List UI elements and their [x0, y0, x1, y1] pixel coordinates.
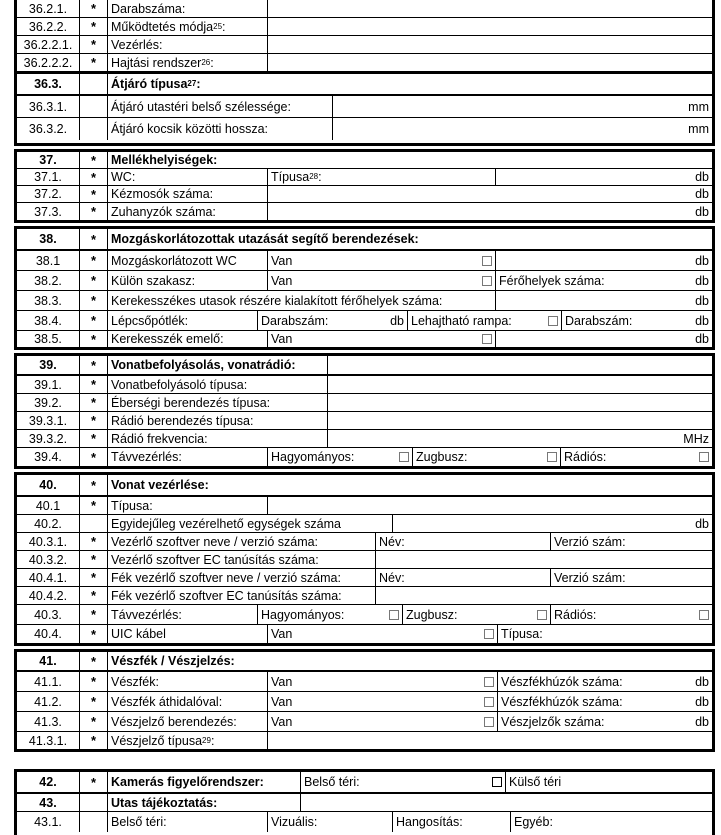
ramp-label: Lehajtható rampa:: [411, 313, 512, 328]
row-40-4-2: [17, 587, 712, 605]
field-label: Rádió frekvencia:: [107, 430, 327, 447]
row-number: 38.: [39, 232, 57, 246]
row-38-3: [17, 291, 712, 311]
van-label: Van: [271, 714, 293, 729]
row-number: 36.3.1.: [28, 99, 68, 114]
checkbox-icon[interactable]: [492, 777, 502, 787]
row-39-4: [17, 448, 712, 466]
row-42: [17, 772, 712, 794]
unit-label: db: [695, 332, 709, 346]
row-40-3-2: [17, 551, 712, 569]
mandatory-mark: *: [79, 712, 107, 731]
row-38-head: [17, 229, 712, 251]
alarm-count-field[interactable]: [497, 712, 712, 731]
checkbox-icon[interactable]: [699, 452, 709, 462]
unit-label: db: [695, 516, 709, 531]
van-label: Van: [271, 674, 293, 689]
mandatory-mark: *: [79, 652, 107, 670]
field-label: Rádió berendezés típusa:: [107, 412, 327, 429]
section-37: [14, 149, 715, 223]
type-label: Típusa:: [501, 627, 543, 641]
label-colon: :: [196, 77, 201, 91]
mandatory-mark: *: [79, 0, 107, 17]
row-38-1: [17, 251, 712, 271]
mandatory-mark: *: [79, 625, 107, 643]
mandatory-mark: *: [79, 732, 107, 749]
value-field[interactable]: [267, 0, 712, 17]
field-label: Külön szakasz:: [107, 271, 267, 290]
row-39-3-1: [17, 412, 712, 430]
mandatory-mark: *: [79, 36, 107, 53]
brake-software-version-field[interactable]: [550, 569, 712, 586]
zugbus-option[interactable]: [412, 448, 560, 466]
count-label: Darabszám:: [565, 313, 633, 328]
count-label: Vészfékhúzók száma:: [501, 674, 623, 689]
row-number: 39.3.1.: [28, 413, 68, 428]
field-label: Vezérlő szoftver neve / verzió száma:: [107, 533, 375, 550]
width-mm-field[interactable]: [332, 96, 712, 117]
row-number: 40.3.2.: [28, 552, 68, 567]
mandatory-mark: *: [79, 569, 107, 586]
field-label: Zuhanyzók száma:: [107, 203, 267, 220]
field-label: Lépcsőpótlék:: [107, 311, 257, 330]
checkbox-icon[interactable]: [547, 452, 557, 462]
checkbox-icon[interactable]: [399, 452, 409, 462]
other-field[interactable]: [510, 812, 712, 832]
value-field[interactable]: [327, 412, 712, 429]
inside-option[interactable]: [300, 772, 505, 792]
row-41-head: [17, 652, 712, 672]
section-title: Vonatbefolyásolás, vonatrádió:: [107, 356, 327, 374]
row-number: 40.4.: [34, 627, 62, 641]
other-label: Egyéb:: [514, 815, 553, 829]
label-text: Hajtási rendszer: [111, 55, 202, 70]
version-label: Verzió szám:: [554, 570, 626, 585]
value-field[interactable]: [495, 291, 712, 310]
mandatory-mark: *: [79, 18, 107, 35]
checkbox-icon[interactable]: [548, 316, 558, 326]
row-41-2: [17, 692, 712, 712]
radio-option[interactable]: [560, 448, 712, 466]
field-label: Vezérlő szoftver EC tanúsítás száma:: [107, 551, 375, 568]
row-number: 38.5.: [34, 332, 62, 346]
row-number: 39.2.: [34, 395, 62, 410]
row-number: 40.2.: [34, 516, 62, 531]
value-field[interactable]: [375, 551, 712, 568]
mandatory-mark: *: [79, 376, 107, 393]
field-label: Kamerás figyelőrendszer:: [107, 772, 300, 792]
cable-type-field[interactable]: [497, 625, 712, 643]
software-version-field[interactable]: [550, 533, 712, 550]
van-option[interactable]: [267, 712, 497, 731]
brake-software-name-field[interactable]: [375, 569, 550, 586]
outside-option[interactable]: [505, 772, 712, 792]
version-label: Verzió szám:: [554, 534, 626, 549]
mandatory-mark: *: [79, 271, 107, 290]
unit-label: db: [695, 273, 709, 288]
section-36: [14, 0, 715, 146]
length-mm-field[interactable]: [332, 118, 712, 140]
unit-label: mm: [688, 99, 709, 114]
audio-label: Hangosítás:: [396, 815, 463, 829]
row-40-4-1: [17, 569, 712, 587]
label-colon: :: [318, 170, 322, 184]
field-label: Egyidejűleg vezérelhető egységek száma: [107, 515, 392, 532]
checkbox-icon[interactable]: [482, 276, 492, 286]
row-39-3-2: [17, 430, 712, 448]
mandatory-mark: *: [79, 186, 107, 202]
count-field[interactable]: [495, 251, 712, 270]
row-number: 42.: [39, 775, 57, 789]
row-number: 41.3.1.: [28, 733, 68, 748]
value-field[interactable]: [267, 18, 712, 35]
mandatory-mark: *: [79, 203, 107, 220]
count-label: Vészfékhúzók száma:: [501, 694, 623, 709]
checkbox-icon[interactable]: [537, 610, 547, 620]
value-field[interactable]: [375, 587, 712, 604]
van-label: Van: [271, 253, 293, 268]
field-label: WC:: [107, 169, 267, 185]
row-38-2: [17, 271, 712, 291]
empty-cell: [300, 794, 712, 811]
mandatory-mark: *: [79, 311, 107, 330]
label-colon: :: [210, 733, 215, 748]
mandatory-mark: *: [79, 772, 107, 792]
unit-label: db: [695, 674, 709, 689]
row-40-head: [17, 475, 712, 497]
row-40-1: [17, 497, 712, 515]
unit-label: db: [695, 293, 709, 308]
row-number: 37.1.: [34, 170, 62, 184]
section-title: Vonat vezérlése:: [107, 475, 712, 495]
option-label: Hagyományos:: [271, 450, 355, 464]
row-number: 39.: [39, 358, 57, 372]
field-label: Távvezérlés:: [107, 605, 257, 624]
section-38: [14, 226, 715, 350]
value-field[interactable]: [267, 186, 712, 202]
row-36-3-2: [17, 118, 712, 140]
row-37-1: [17, 169, 712, 186]
section-title: Vészfék / Vészjelzés:: [107, 652, 712, 670]
van-option[interactable]: [267, 331, 495, 347]
count-label: Darabszám:: [261, 313, 329, 328]
checkbox-icon[interactable]: [484, 629, 494, 639]
row-number: 43.1.: [34, 815, 62, 829]
mandatory-mark: *: [79, 475, 107, 495]
unit-label: db: [695, 253, 709, 268]
row-number: 39.1.: [34, 377, 62, 392]
row-36-3: [17, 72, 712, 96]
row-number: 38.1: [35, 253, 61, 268]
software-name-field[interactable]: [375, 533, 550, 550]
radio-option[interactable]: [550, 605, 712, 624]
name-label: Név:: [379, 570, 405, 585]
field-label: Vészfék áthidalóval:: [107, 692, 267, 711]
option-label: Zugbusz:: [416, 450, 468, 464]
unit-label: db: [695, 714, 709, 729]
option-label: Belső téri:: [304, 775, 360, 789]
row-40-4: [17, 625, 712, 643]
row-number: 37.: [39, 153, 57, 167]
unit-label: db: [695, 170, 709, 184]
count-field[interactable]: [495, 331, 712, 347]
checkbox-icon[interactable]: [482, 256, 492, 266]
field-label: Kézmosók száma:: [107, 186, 267, 202]
section-41: [14, 649, 715, 752]
row-number: 37.3.: [34, 204, 62, 219]
field-label: Kerekesszékes utasok részére kialakított férőhelyek száma:: [107, 291, 495, 310]
row-37-2: [17, 186, 712, 203]
checkbox-icon[interactable]: [389, 610, 399, 620]
van-label: Van: [271, 694, 293, 709]
row-43: [17, 794, 712, 812]
field-label: Hajtási rendszer 26 :: [107, 54, 267, 71]
field-label: Darabszáma:: [107, 0, 267, 17]
field-label: Vezérlés:: [107, 36, 267, 53]
section-title: Mozgáskorlátozottak utazását segítő berendezések:: [107, 229, 712, 249]
row-36-2-2-1: [17, 36, 712, 54]
option-label: Hagyományos:: [261, 607, 345, 622]
mandatory-mark: *: [79, 152, 107, 168]
unit-label: mm: [688, 122, 709, 136]
row-39-2: [17, 394, 712, 412]
mandatory-mark: [79, 96, 107, 117]
visual-field[interactable]: [267, 812, 392, 832]
van-option[interactable]: [267, 625, 497, 643]
field-label: Fék vezérlő szoftver EC tanúsítás száma:: [107, 587, 375, 604]
unit-label: db: [695, 204, 709, 219]
row-39-1: [17, 376, 712, 394]
mandatory-mark: [79, 515, 107, 532]
row-41-1: [17, 672, 712, 692]
field-label: Vészfék:: [107, 672, 267, 691]
row-38-4: [17, 311, 712, 331]
row-number: 40.4.1.: [28, 570, 68, 585]
row-number: 38.2.: [34, 273, 62, 288]
row-number: 40.3.1.: [28, 534, 68, 549]
checkbox-icon[interactable]: [482, 334, 492, 344]
van-label: Van: [271, 273, 293, 288]
row-number: 43.: [39, 795, 57, 810]
mandatory-mark: *: [79, 54, 107, 71]
checkbox-icon[interactable]: [484, 677, 494, 687]
van-label: Van: [271, 332, 293, 346]
mandatory-mark: *: [79, 551, 107, 568]
row-36-2-2-2: [17, 54, 712, 72]
empty-cell: [327, 356, 712, 374]
checkbox-icon[interactable]: [484, 717, 494, 727]
field-label: Távvezérlés:: [107, 448, 267, 466]
section-40: [14, 472, 715, 646]
row-number: 36.3.: [34, 77, 62, 91]
value-field[interactable]: [267, 54, 712, 71]
row-number: 41.3.: [34, 714, 62, 729]
wc-count-field[interactable]: [495, 169, 712, 185]
row-41-3: [17, 712, 712, 732]
option-label: Rádiós:: [564, 450, 607, 464]
field-label: Belső téri:: [107, 812, 267, 832]
wc-type-field[interactable]: Típusa 28 :: [267, 169, 495, 185]
mandatory-mark: *: [79, 169, 107, 185]
van-option[interactable]: [267, 251, 495, 270]
audio-field[interactable]: [392, 812, 510, 832]
name-label: Név:: [379, 534, 405, 549]
mandatory-mark: [79, 812, 107, 832]
unit-label: MHz: [683, 431, 709, 446]
type-label: Típusa: [271, 170, 310, 184]
field-label: Mozgáskorlátozott WC: [107, 251, 267, 270]
mandatory-mark: *: [79, 587, 107, 604]
row-number: 36.2.1.: [28, 1, 68, 16]
row-number: 41.1.: [34, 674, 62, 689]
row-38-5: [17, 331, 712, 347]
van-label: Van: [271, 627, 293, 641]
field-label: Átjáró utastéri belső szélessége:: [107, 96, 332, 117]
field-label: Vészjelző típusa 29 :: [107, 732, 267, 749]
unit-label: db: [695, 187, 709, 201]
visual-label: Vizuális:: [271, 815, 318, 829]
field-label: Típusa:: [107, 497, 267, 514]
checkbox-icon[interactable]: [699, 610, 709, 620]
mandatory-mark: [79, 794, 107, 811]
value-field[interactable]: [267, 497, 712, 514]
row-37-3: [17, 203, 712, 220]
mandatory-mark: *: [79, 412, 107, 429]
zugbus-option[interactable]: [402, 605, 550, 624]
mandatory-mark: *: [79, 356, 107, 374]
unit-label: db: [695, 313, 709, 328]
value-field[interactable]: [267, 732, 712, 749]
row-number: 38.3.: [34, 293, 62, 308]
field-label: Átjáró kocsik közötti hossza:: [107, 118, 332, 140]
row-36-2-1: [17, 0, 712, 18]
row-number: 37.2.: [34, 187, 62, 201]
section-39: [14, 353, 715, 469]
option-label: Rádiós:: [554, 607, 597, 622]
label-text: Vészjelző típusa: [111, 733, 203, 748]
mandatory-mark: *: [79, 497, 107, 514]
handle-count-field[interactable]: [497, 672, 712, 691]
mandatory-mark: *: [79, 229, 107, 249]
mandatory-mark: [79, 118, 107, 140]
row-39-head: [17, 356, 712, 376]
row-number: 36.3.2.: [28, 122, 68, 136]
row-number: 40.: [39, 478, 57, 492]
field-label: Működtetés módja 25 :: [107, 18, 267, 35]
count-label: Vészjelzők száma:: [501, 714, 605, 729]
value-field[interactable]: [327, 394, 712, 411]
units-count-field[interactable]: [392, 515, 712, 532]
row-number: 40.1: [35, 498, 61, 513]
row-number: 38.4.: [34, 313, 62, 328]
mandatory-mark: *: [79, 672, 107, 691]
mandatory-mark: *: [79, 605, 107, 624]
row-number: 41.: [39, 654, 57, 668]
mandatory-mark: *: [79, 430, 107, 447]
row-37-head: [17, 152, 712, 169]
row-41-3-1: [17, 732, 712, 749]
row-40-3: [17, 605, 712, 625]
mandatory-mark: *: [79, 533, 107, 550]
mandatory-mark: *: [79, 251, 107, 270]
section-42: [14, 769, 715, 835]
section-title: Átjáró típusa 27 :: [107, 74, 712, 94]
row-number: 36.2.2.: [28, 19, 68, 34]
frequency-field[interactable]: [327, 430, 712, 447]
van-option[interactable]: [267, 692, 497, 711]
van-option[interactable]: [267, 672, 497, 691]
section-title: Mellékhelyiségek:: [107, 152, 712, 168]
row-number: 39.3.2.: [28, 431, 68, 446]
row-40-3-1: [17, 533, 712, 551]
value-field[interactable]: [327, 376, 712, 393]
mandatory-mark: *: [79, 394, 107, 411]
mandatory-mark: *: [79, 692, 107, 711]
mandatory-mark: [79, 74, 107, 94]
label-text: Átjáró típusa: [111, 77, 188, 91]
row-36-3-1: [17, 96, 712, 118]
mandatory-mark: *: [79, 291, 107, 310]
field-label: UIC kábel: [107, 625, 267, 643]
conventional-option[interactable]: [257, 605, 402, 624]
label-colon: :: [210, 55, 214, 70]
unit-label: db: [390, 313, 404, 328]
row-number: 39.4.: [34, 450, 62, 464]
seats-count-field[interactable]: [495, 271, 712, 290]
row-number: 36.2.2.2.: [23, 55, 73, 70]
row-36-2-2: [17, 18, 712, 36]
field-label: Éberségi berendezés típusa:: [107, 394, 327, 411]
field-label: Vészjelző berendezés:: [107, 712, 267, 731]
option-label: Külső téri: [509, 775, 562, 789]
field-label: Kerekesszék emelő:: [107, 331, 267, 347]
conventional-option[interactable]: [267, 448, 412, 466]
section-title: Utas tájékoztatás:: [107, 794, 300, 811]
seats-label: Férőhelyek száma:: [499, 273, 605, 288]
row-number: 40.3.: [34, 607, 62, 622]
van-option[interactable]: [267, 271, 495, 290]
row-43-1: [17, 812, 712, 832]
mandatory-mark: *: [79, 331, 107, 347]
ramp-count-field[interactable]: [561, 311, 712, 330]
handle-count-field[interactable]: [497, 692, 712, 711]
row-40-2: [17, 515, 712, 533]
unit-label: db: [695, 694, 709, 709]
label-text: Működtetés módja: [111, 19, 214, 34]
step-count-field[interactable]: [257, 311, 407, 330]
field-label: Fék vezérlő szoftver neve / verzió száma:: [107, 569, 375, 586]
value-field[interactable]: [267, 36, 712, 53]
value-field[interactable]: [267, 203, 712, 220]
label-colon: :: [222, 19, 226, 34]
row-number: 40.4.2.: [28, 588, 68, 603]
row-number: 36.2.2.1.: [23, 37, 73, 52]
row-number: 41.2.: [34, 694, 62, 709]
field-label: Vonatbefolyásoló típusa:: [107, 376, 327, 393]
ramp-option[interactable]: [407, 311, 561, 330]
option-label: Zugbusz:: [406, 607, 458, 622]
mandatory-mark: *: [79, 448, 107, 466]
checkbox-icon[interactable]: [484, 697, 494, 707]
